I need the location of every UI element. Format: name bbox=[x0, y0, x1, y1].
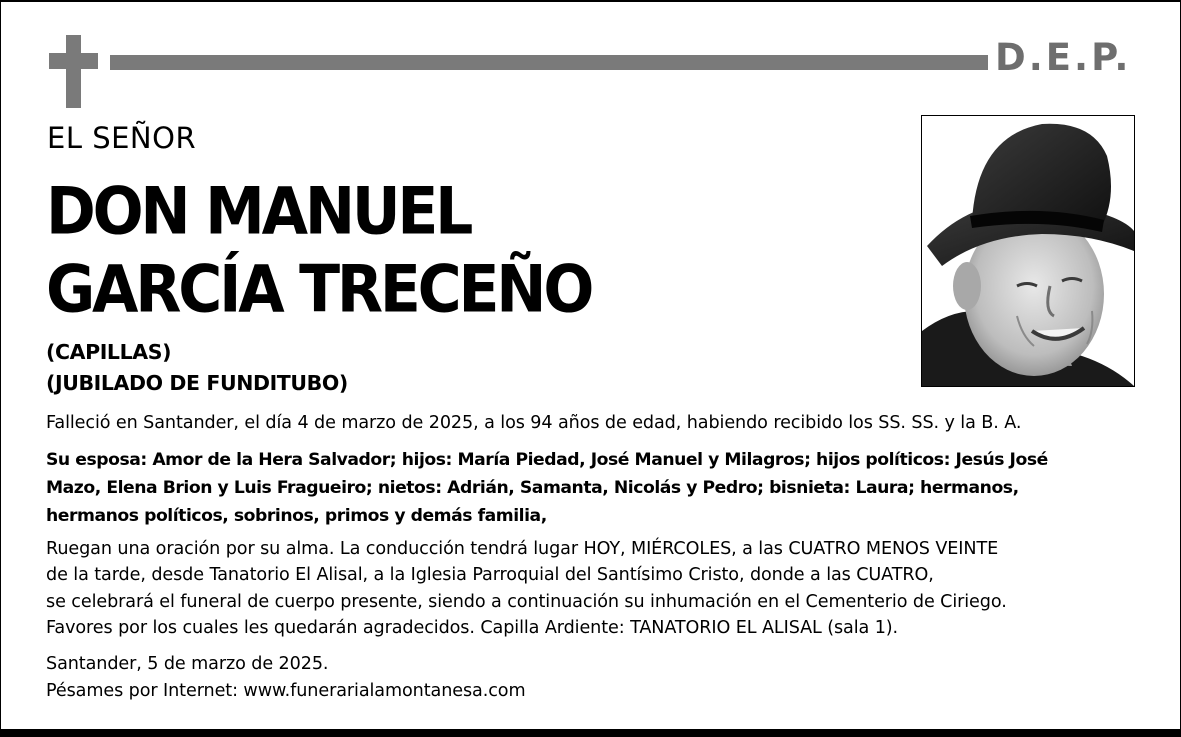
place-date: Santander, 5 de marzo de 2025. bbox=[46, 654, 329, 674]
condolences-link: Pésames por Internet: www.funerarialamontanesa.com bbox=[46, 681, 526, 701]
portrait-illustration bbox=[922, 116, 1134, 386]
family-line: hermanos políticos, sobrinos, primos y demás familia, bbox=[46, 506, 547, 526]
family-line: Su esposa: Amor de la Hera Salvador; hijos: María Piedad, José Manuel y Milagros; hijos políticos: Jesús José bbox=[46, 450, 1048, 470]
bottom-border bbox=[0, 729, 1181, 737]
ceremony-line: Ruegan una oración por su alma. La conducción tendrá lugar HOY, MIÉRCOLES, a las CUATRO MENOS VEINTE bbox=[46, 539, 999, 559]
portrait-photo bbox=[921, 115, 1135, 387]
family-line: Mazo, Elena Brion y Luis Fragueiro; nietos: Adrián, Samanta, Nicolás y Pedro; bisnieta: Laura; hermanos, bbox=[46, 478, 1019, 498]
ceremony-line: se celebrará el funeral de cuerpo presente, siendo a continuación su inhumación en el Cementerio de Ciriego. bbox=[46, 592, 1007, 612]
title-prefix: EL SEÑOR bbox=[47, 121, 197, 155]
occupation: (JUBILADO DE FUNDITUBO) bbox=[46, 371, 348, 395]
ceremony-line: Favores por los cuales les quedarán agradecidos. Capilla Ardiente: TANATORIO EL ALISAL (sala 1). bbox=[46, 618, 899, 638]
cross-icon-bar bbox=[49, 53, 98, 69]
deceased-name-line-1: DON MANUEL bbox=[46, 173, 471, 250]
dep-label: D.E.P. bbox=[995, 36, 1132, 79]
nickname: (CAPILLAS) bbox=[46, 340, 172, 364]
death-text: Falleció en Santander, el día 4 de marzo de 2025, a los 94 años de edad, habiendo recibido los SS. SS. y la B. A. bbox=[46, 413, 1022, 433]
deceased-name-line-2: GARCÍA TRECEÑO bbox=[46, 251, 592, 328]
header-rule bbox=[110, 55, 988, 70]
cross-icon bbox=[66, 35, 81, 108]
ceremony-line: de la tarde, desde Tanatorio El Alisal, a la Iglesia Parroquial del Santísimo Cristo, donde a las CUATRO, bbox=[46, 565, 934, 585]
